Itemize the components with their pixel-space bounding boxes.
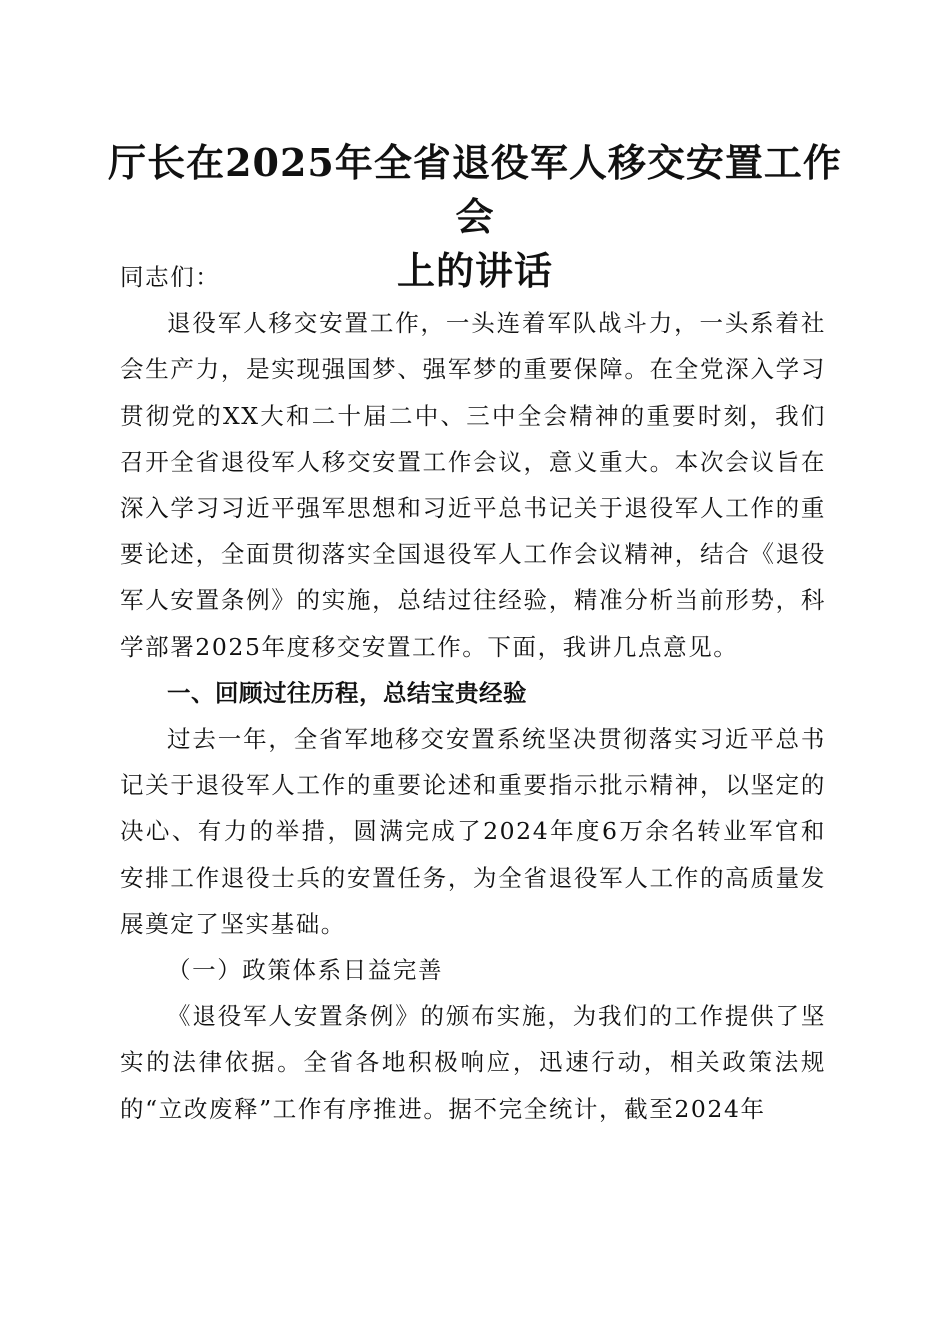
section-heading-1: 一、回顾过往历程，总结宝贵经验: [167, 678, 527, 707]
paragraph-review: 过去一年，全省军地移交安置系统坚决贯彻落实习近平总书记关于退役军人工作的重要论述和重要指示批示精神，以坚定的决心、有力的举措，圆满完成了2024年度6万余名转业军官和安排工作退役士兵的安置任务，为全省退役军人工作的高质量发展奠定了坚实基础。: [120, 725, 826, 938]
title-line-2: 上的讲话: [396, 248, 553, 293]
subsection-heading-1: （一）政策体系日益完善: [167, 956, 444, 985]
document-body: [120, 254, 826, 1132]
paragraph-policy: 《退役军人安置条例》的颁布实施，为我们的工作提供了坚实的法律依据。全省各地积极响应，迅速行动，相关政策法规的“立改废释”工作有序推进。据不完全统计，截至2024年: [120, 1002, 826, 1123]
title-line-1: 厅长在2025年全省退役军人移交安置工作会: [108, 140, 842, 239]
paragraph-intro: 退役军人移交安置工作，一头连着军队战斗力，一头系着社会生产力，是实现强国梦、强军梦的重要保障。在全党深入学习贯彻党的XX大和二十届二中、三中全会精神的重要时刻，我们召开全省退役军人移交安置工作会议，意义重大。本次会议旨在深入学习习近平强军思想和习近平总书记关于退役军人工作的重要论述，全面贯彻落实全国退役军人工作会议精神，结合《退役军人安置条例》的实施，总结过往经验，精准分析当前形势，科学部署2025年度移交安置工作。下面，我讲几点意见。: [120, 309, 826, 661]
salutation: 同志们：: [120, 263, 221, 291]
